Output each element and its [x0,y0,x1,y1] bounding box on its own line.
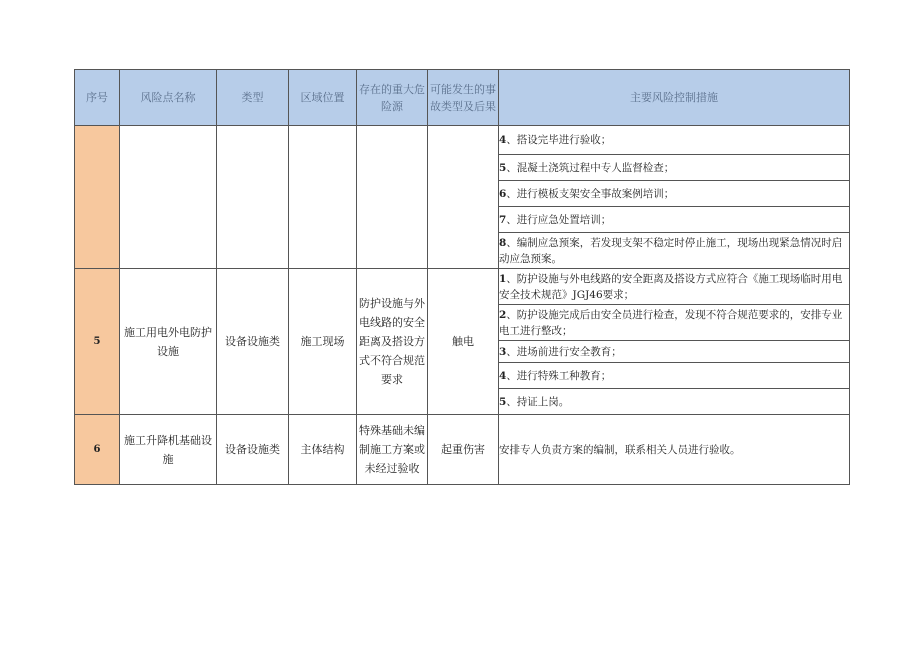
measure-text: 、防护设施与外电线路的安全距离及搭设方式应符合《施工现场临时用电安全技术规范》JGJ46要求； [499,272,843,301]
measure-item [499,363,850,389]
measure-item [499,181,850,207]
area-cell: 施工现场 [289,269,357,415]
accident-cell: 起重伤害 [428,415,499,485]
measure-number: 4 [499,134,507,146]
measure-item [499,341,850,363]
measure-text: 、持证上岗。 [506,395,570,408]
header-risk-name: 风险点名称 [120,70,217,126]
risk-name-cell: 施工升降机基础设施 [120,415,217,485]
measure-text: 、进行应急处置培训； [506,213,612,226]
seq-cell: 5 [75,269,120,415]
measure-text: 、进场前进行安全教育； [506,345,622,358]
hazard-cell: 特殊基础未编制施工方案或未经过验收 [357,415,428,485]
measure-item [499,269,850,305]
measure-number: 7 [499,213,507,226]
header-accident: 可能发生的事故类型及后果 [428,70,499,126]
measure-number: 1 [499,272,507,285]
hazard-cell: 防护设施与外电线路的安全距离及搭设方式不符合规范要求 [357,269,428,415]
table-row [75,126,850,155]
measure-number: 4 [499,369,507,382]
measure-number: 2 [499,308,507,321]
measure-text: 、进行模板支架安全事故案例培训； [506,187,675,200]
measure-item [499,207,850,233]
risk-control-table [74,69,850,485]
area-cell [289,126,357,269]
measure-number: 5 [499,161,507,174]
measure-number: 6 [499,187,507,200]
header-hazard: 存在的重大危险源 [357,70,428,126]
measure-item [499,389,850,415]
type-cell: 设备设施类 [217,415,289,485]
measure-item [499,126,850,155]
risk-name-cell [120,126,217,269]
measure-text: 、进行特殊工种教育； [506,369,612,382]
accident-cell: 触电 [428,269,499,415]
measure-number: 8 [499,236,507,249]
header-measures: 主要风险控制措施 [499,70,850,126]
type-cell [217,126,289,269]
measure-item [499,305,850,341]
accident-cell [428,126,499,269]
table-header-row [75,70,850,126]
seq-cell [75,126,120,269]
measure-text: 、防护设施完成后由安全员进行检查，发现不符合规范要求的，安排专业电工进行整改； [499,308,843,337]
header-type: 类型 [217,70,289,126]
measure-item [499,415,850,485]
measure-item [499,233,850,269]
measure-text: 安排专人负责方案的编制，联系相关人员进行验收。 [499,443,741,456]
measure-number: 3 [499,345,507,358]
risk-name-cell: 施工用电外电防护设施 [120,269,217,415]
hazard-cell [357,126,428,269]
measure-text: 、编制应急预案，若发现支架不稳定时停止施工，现场出现紧急情况时启动应急预案。 [499,236,843,265]
area-cell: 主体结构 [289,415,357,485]
table-row [75,269,850,305]
measure-item [499,155,850,181]
measure-text: 、混凝土浇筑过程中专人监督检查； [506,161,675,174]
measure-number: 5 [499,395,507,408]
table-row [75,415,850,485]
type-cell: 设备设施类 [217,269,289,415]
header-seq: 序号 [75,70,120,126]
header-area: 区域位置 [289,70,357,126]
measure-text: 、搭设完毕进行验收； [506,134,612,146]
seq-cell: 6 [75,415,120,485]
